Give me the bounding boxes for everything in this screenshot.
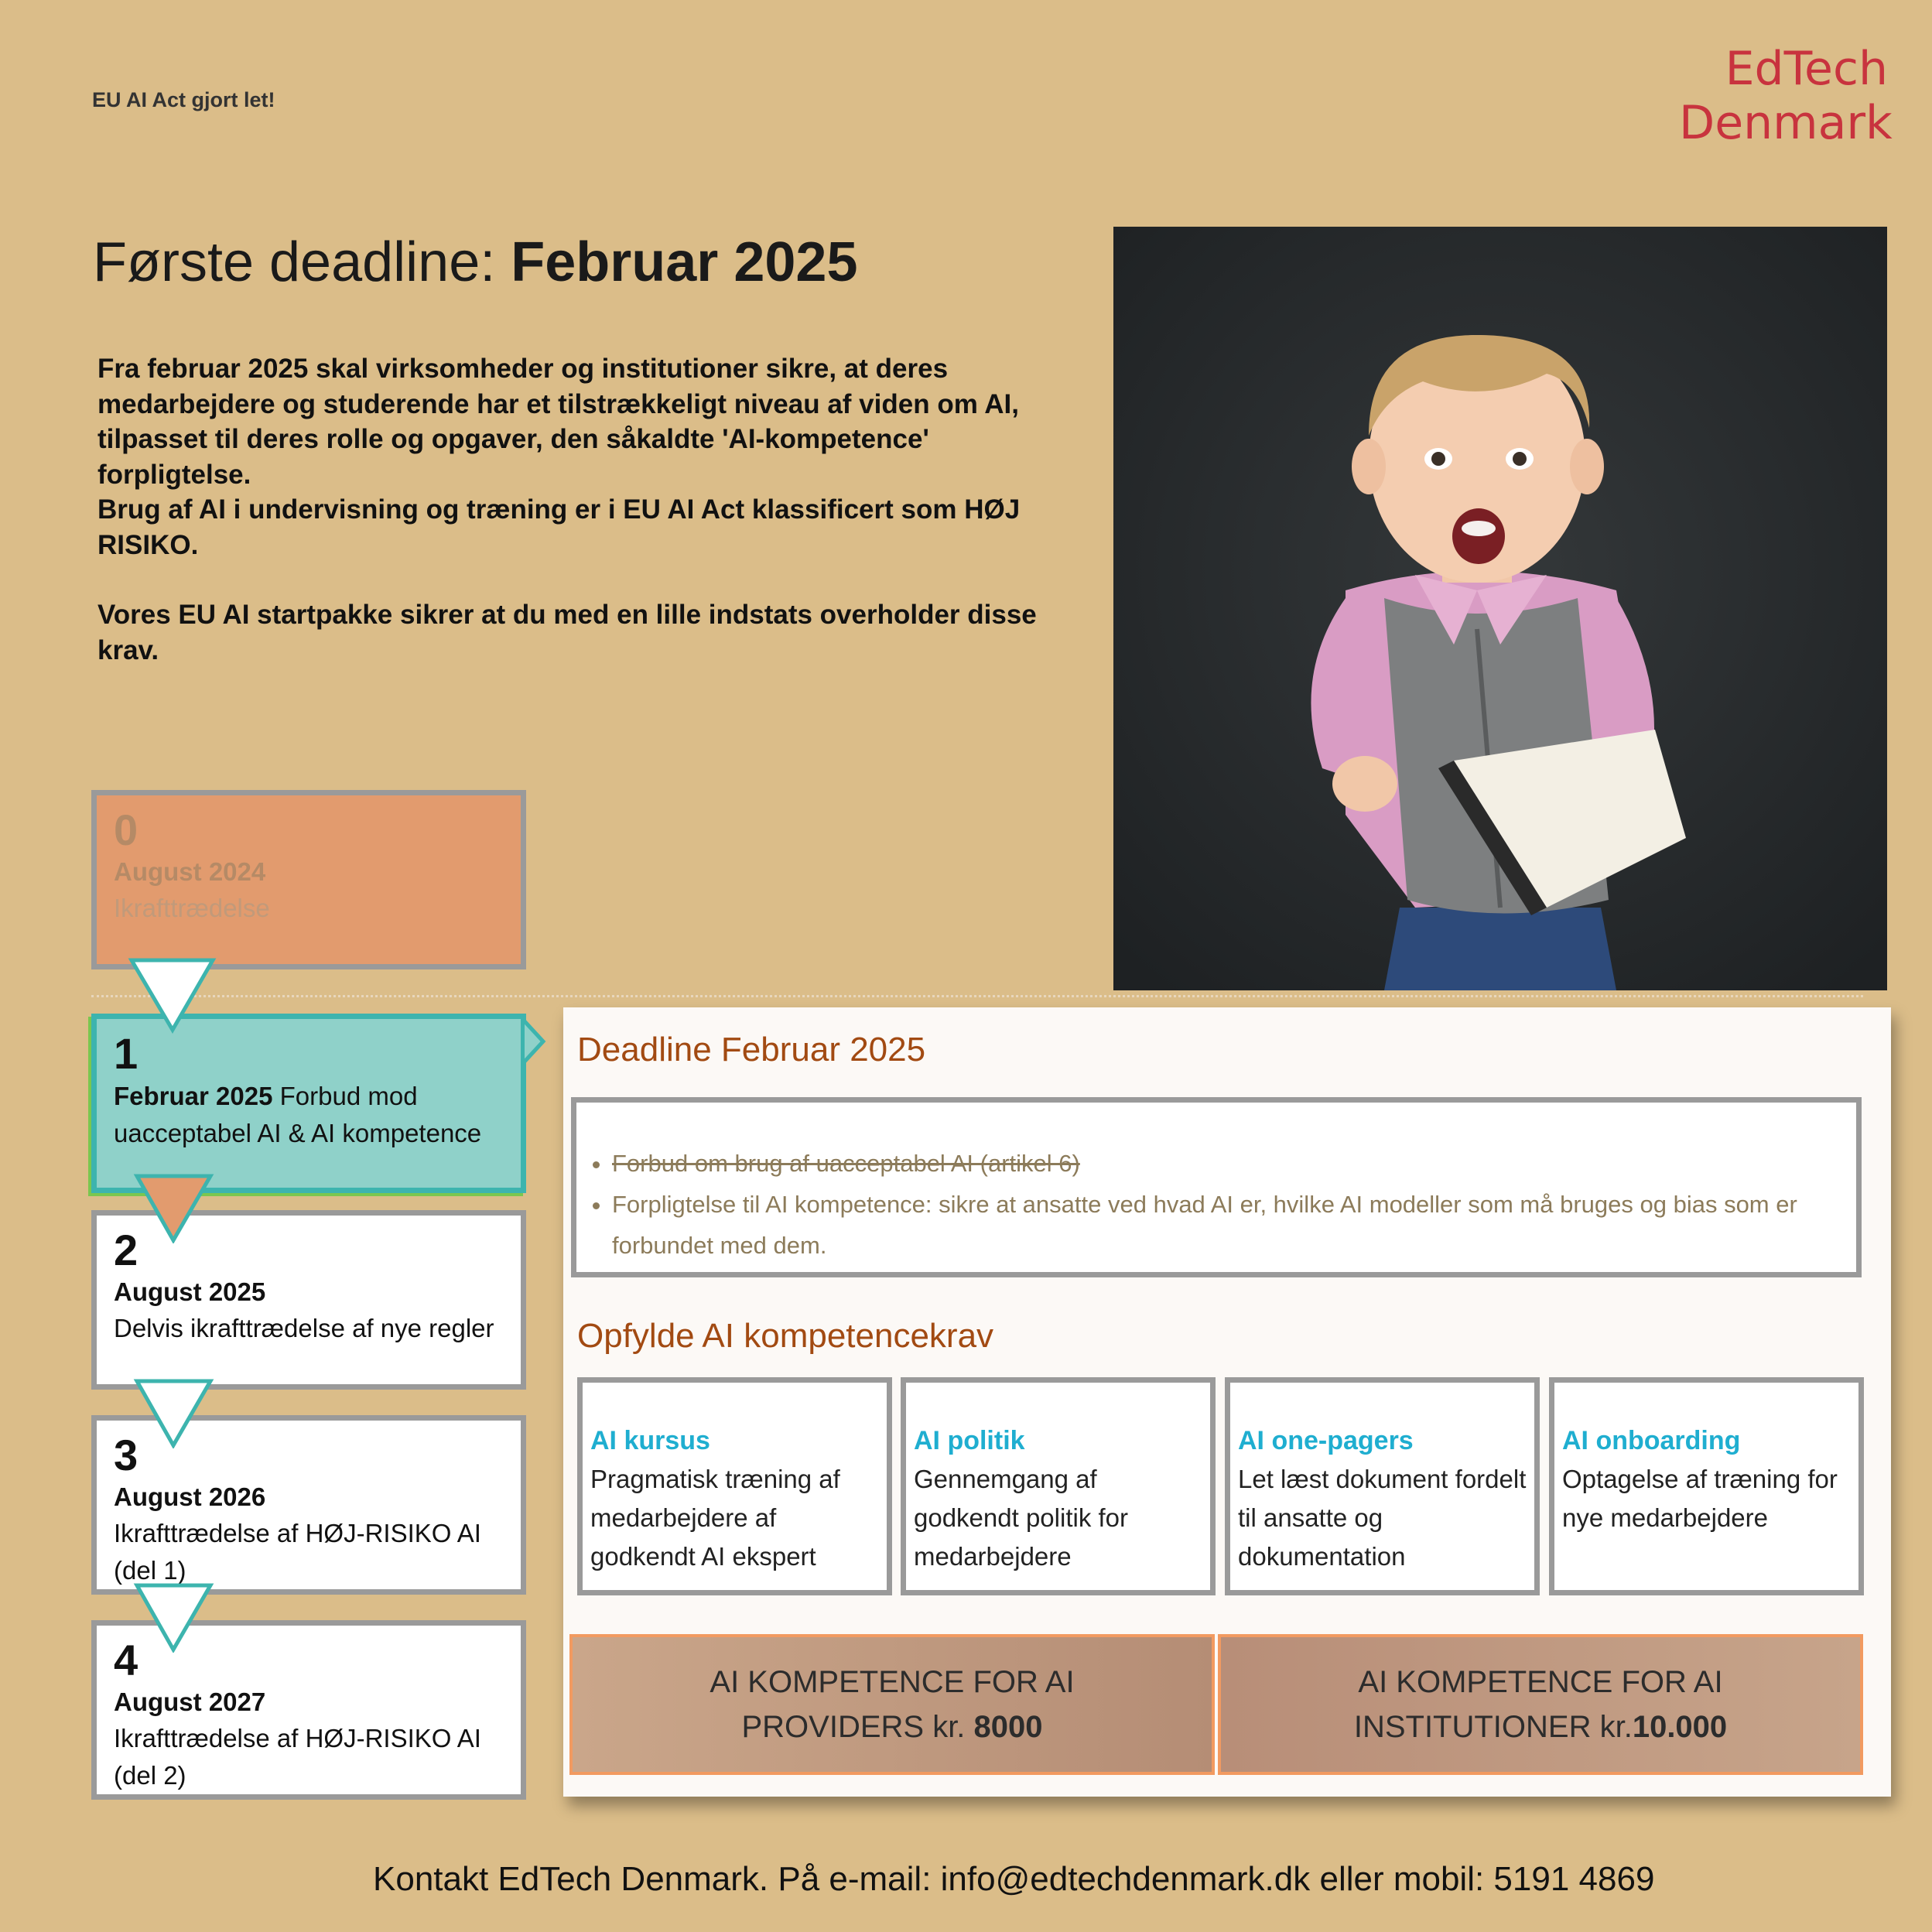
price-institutions-box <box>1218 1634 1863 1775</box>
logo-line-2: Denmark <box>1679 96 1893 150</box>
price-label: AI KOMPETENCE FOR AI PROVIDERS kr. <box>710 1665 1075 1744</box>
page-title <box>93 231 858 294</box>
tagline: EU AI Act gjort let! <box>92 88 275 111</box>
deadline-title: Deadline Februar 2025 <box>577 1031 926 1069</box>
timeline-step-number: 0 <box>114 805 138 854</box>
timeline-step-number: 1 <box>114 1029 138 1078</box>
timeline-step-0 <box>91 790 526 969</box>
card-ai-onboarding <box>1549 1377 1864 1595</box>
timeline-step-text: Ikrafttrædelse af HØJ-RISIKO AI (del 1) <box>114 1519 481 1585</box>
timeline-step-text: Ikrafttrædelse <box>114 894 270 922</box>
card-text: Pragmatisk træning af medarbejdere af godkendt AI ekspert <box>590 1465 840 1571</box>
intro-paragraph-1: Fra februar 2025 skal virksomheder og institutioner sikre, at deres medarbejdere og studerende har et tilstrækkeligt niveau af viden om AI, tilpasset til deres rolle og opgaver, den såkaldte 'AI-kompetence' forpligtelse. <box>97 354 1019 490</box>
list-item: • Forbud om brug af uacceptabel AI (artikel 6) <box>612 1143 1841 1184</box>
timeline-step-date: August 2027 <box>114 1688 266 1716</box>
card-title: AI kursus <box>590 1426 710 1455</box>
deadline-requirements-box <box>571 1097 1862 1277</box>
price-label: AI KOMPETENCE FOR AI INSTITUTIONER kr. <box>1353 1665 1723 1744</box>
card-text: Let læst dokument fordelt til ansatte og dokumentation <box>1238 1465 1527 1571</box>
logo-line-1: EdTech <box>1725 42 1888 96</box>
timeline-step-number: 2 <box>114 1226 138 1274</box>
contact-line: Kontakt EdTech Denmark. På e-mail: info@edtechdenmark.dk eller mobil: 5191 4869 <box>373 1860 1655 1898</box>
timeline-step-text: Forbud mod uacceptabel AI & AI kompetence <box>114 1082 482 1147</box>
price-providers-box <box>569 1634 1215 1775</box>
timeline-pointer-icon <box>523 1020 546 1063</box>
competence-title: Opfylde AI kompetencekrav <box>577 1317 994 1355</box>
timeline-step-date: August 2025 <box>114 1277 266 1306</box>
timeline-arrow-icon <box>128 956 217 1034</box>
dotted-divider <box>91 995 1863 997</box>
card-ai-one-pagers <box>1225 1377 1540 1595</box>
page-title-date: Februar 2025 <box>511 231 858 293</box>
timeline-arrow-icon <box>133 1172 214 1243</box>
timeline-step-text: Delvis ikrafttrædelse af nye regler <box>114 1314 494 1342</box>
child-reading-book-photo <box>1113 227 1887 990</box>
timeline-step-date: August 2024 <box>114 857 266 886</box>
card-ai-kursus <box>577 1377 892 1595</box>
timeline-step-1 <box>91 1014 526 1193</box>
price-amount: 10.000 <box>1632 1710 1728 1744</box>
timeline-step-number: 4 <box>114 1636 138 1684</box>
card-text: Gennemgang af godkendt politik for medarbejdere <box>914 1465 1129 1571</box>
list-item: • Forpligtelse til AI kompetence: sikre at ansatte ved hvad AI er, hvilke AI modeller som må bruges og bias som er forbundet med dem. <box>612 1184 1841 1266</box>
timeline-arrow-icon <box>133 1582 214 1653</box>
card-title: AI one-pagers <box>1238 1426 1414 1455</box>
deadline-requirements-list <box>592 1143 1841 1266</box>
card-title: AI politik <box>914 1426 1025 1455</box>
card-ai-politik <box>901 1377 1216 1595</box>
intro-paragraph-2: Brug af AI i undervisning og træning er i EU AI Act klassificert som HØJ RISIKO. <box>97 494 1021 560</box>
timeline-step-text: Ikrafttrædelse af HØJ-RISIKO AI (del 2) <box>114 1724 481 1790</box>
page-title-prefix: Første deadline: <box>93 231 511 293</box>
price-amount: 8000 <box>973 1710 1043 1744</box>
deadline-panel <box>563 1007 1891 1797</box>
intro-paragraph-3: Vores EU AI startpakke sikrer at du med en lille indstats overholder disse krav. <box>97 600 1037 665</box>
intro-text <box>97 351 1041 668</box>
timeline-arrow-icon <box>133 1377 214 1448</box>
timeline-step-date: August 2026 <box>114 1482 266 1511</box>
timeline-step-date: Februar 2025 <box>114 1082 273 1110</box>
timeline-step-number: 3 <box>114 1431 138 1479</box>
card-text: Optagelse af træning for nye medarbejdere <box>1562 1465 1838 1532</box>
photo-illustration <box>1113 227 1887 990</box>
card-title: AI onboarding <box>1562 1426 1741 1455</box>
edtech-denmark-logo <box>1679 42 1893 150</box>
